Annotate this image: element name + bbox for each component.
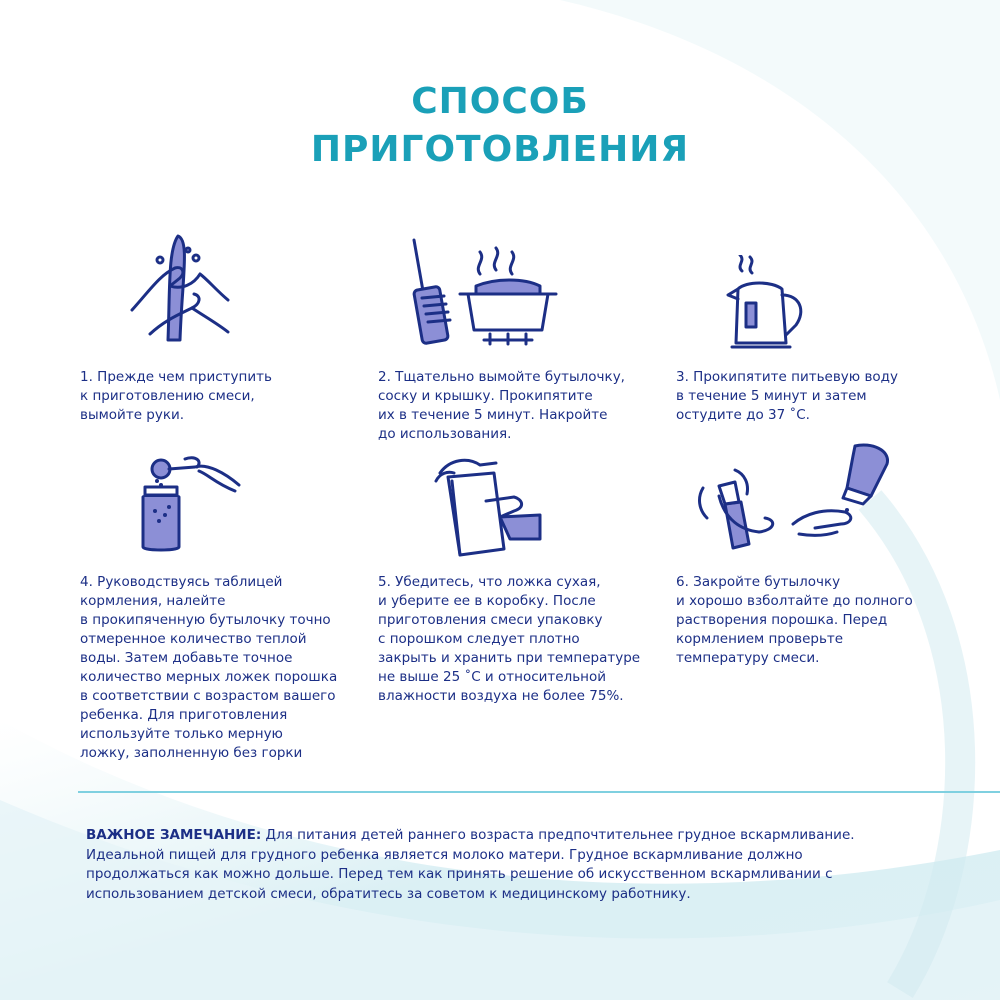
step-2-text: 2. Тщательно вымойте бутылочку, соску и крышку. Прокипятите их в течение 5 минут. Накройте до использования. xyxy=(378,369,625,442)
bottle-brush-boiling-pot-icon xyxy=(400,238,560,350)
electric-kettle-icon xyxy=(726,255,816,350)
shake-bottle-test-temperature-icon xyxy=(695,440,895,555)
scoop-into-box-icon xyxy=(430,455,550,559)
important-note xyxy=(86,826,906,904)
step-6-text: 6. Закройте бутылочку и хорошо взболтайте до полного растворения порошка. Перед кормлением проверьте температуру смеси. xyxy=(676,574,913,666)
pouring-powder-into-bottle-icon xyxy=(135,455,245,555)
note-text: Для питания детей раннего возраста предпочтительнее грудное вскармливание. Идеальной пищей для грудного ребенка является молоко матери. Грудное вскармливание должно продолжаться как можно дольше. Перед тем как принять решение об искусственном вскармливании с использованием детской смеси, обратитесь за советом к медицинскому работнику. xyxy=(86,827,855,902)
step-1-text: 1. Прежде чем приступить к приготовлению смеси, вымойте руки. xyxy=(80,369,272,423)
step-3-text: 3. Прокипятите питьевую воду в течение 5 минут и затем остудите до 37 ˚С. xyxy=(676,369,898,423)
page-title xyxy=(0,78,1000,174)
title-line-2: ПРИГОТОВЛЕНИЯ xyxy=(310,129,690,170)
hand-washing-icon xyxy=(120,230,240,350)
step-4-text: 4. Руководствуясь таблицей кормления, налейте в прокипяченную бутылочку точно отмеренное количество теплой воды. Затем добавьте точное количество мерных ложек порошка в соответствии с возрастом вашего ребенка. Для приготовления используйте только мерную ложку, заполненную без горки xyxy=(80,574,338,761)
step-5-text: 5. Убедитесь, что ложка сухая, и уберите ее в коробку. После приготовления смеси упаковку с порошком следует плотно закрыть и хранить при температуре не выше 25 ˚С и относительной влажности воздуха не более 75%. xyxy=(378,574,641,704)
title-line-1: СПОСОБ xyxy=(411,81,589,122)
section-divider xyxy=(78,791,1000,793)
note-label: ВАЖНОЕ ЗАМЕЧАНИЕ: xyxy=(86,827,262,843)
